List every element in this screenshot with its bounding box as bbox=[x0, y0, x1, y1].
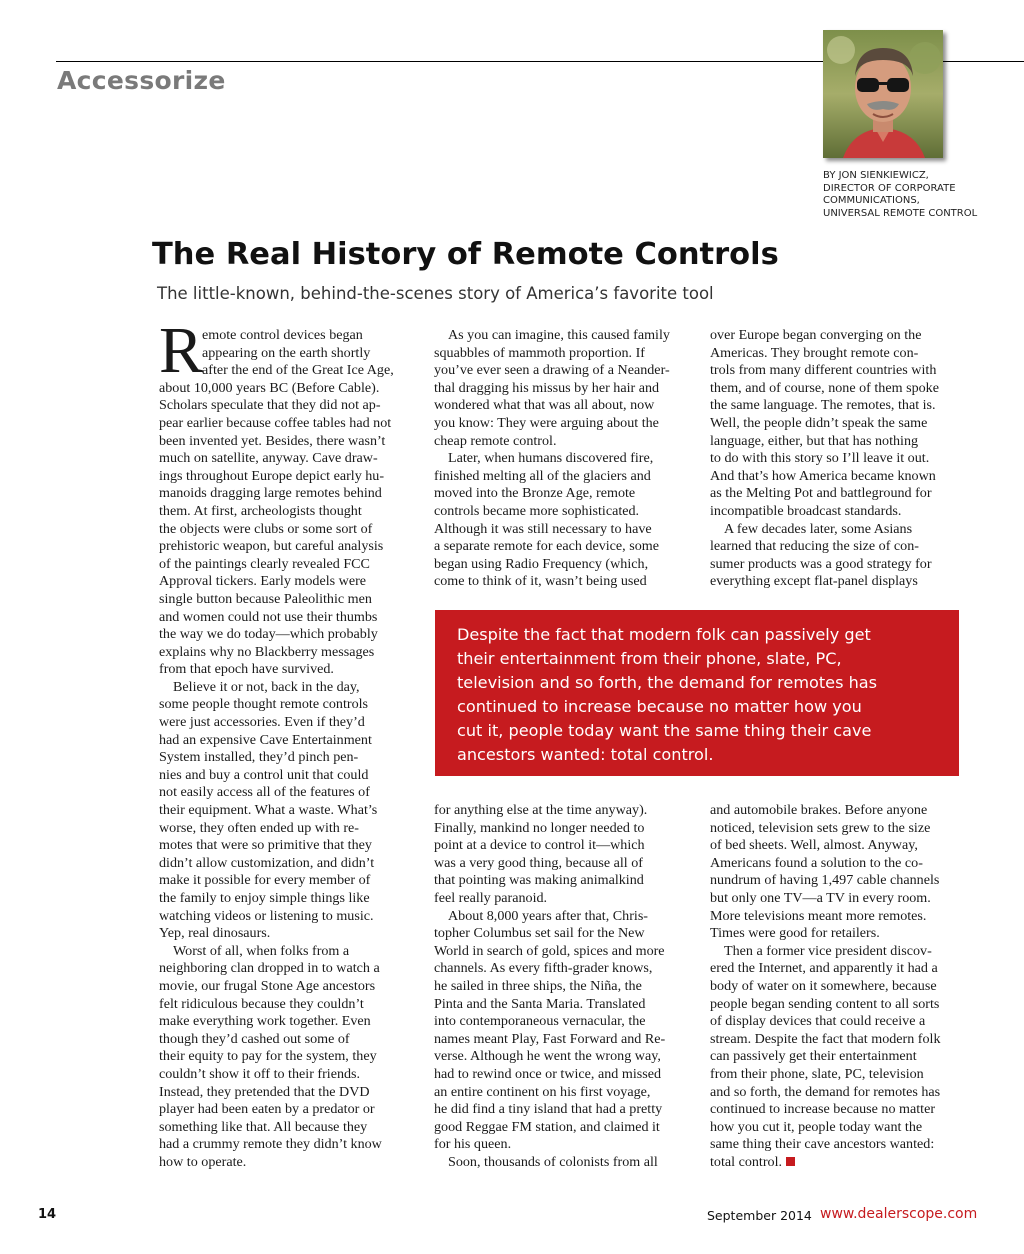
text-line: feel really paranoid. bbox=[434, 889, 548, 906]
text-line: can passively get their entertainment bbox=[710, 1048, 917, 1065]
text-line: And that’s how America became known bbox=[710, 467, 936, 484]
article-headline: The Real History of Remote Controls bbox=[152, 237, 779, 272]
byline-line: DIRECTOR OF CORPORATE bbox=[823, 182, 956, 194]
text-line: cheap remote control. bbox=[434, 432, 557, 449]
pull-quote-box bbox=[435, 610, 959, 776]
text-line: of the paintings clearly revealed FCC bbox=[159, 555, 370, 572]
text-line: them. At first, archeologists thought bbox=[159, 502, 362, 519]
text-line: television and so forth, the demand for remotes has bbox=[457, 673, 878, 692]
text-line: Americas. They brought remote con- bbox=[710, 344, 919, 361]
text-line: continued to increase because no matter how you bbox=[457, 697, 862, 716]
text-line: motes that were so primitive that they bbox=[159, 837, 372, 854]
text-line: A few decades later, some Asians bbox=[724, 520, 913, 537]
text-line: and women could not use their thumbs bbox=[159, 608, 378, 625]
text-line: you’ve ever seen a drawing of a Neander- bbox=[434, 362, 670, 379]
text-line: people began sending content to all sorts bbox=[710, 995, 940, 1012]
text-line: Later, when humans discovered fire, bbox=[448, 450, 654, 467]
text-line: from that epoch have survived. bbox=[159, 661, 334, 678]
text-line: the objects were clubs or some sort of bbox=[159, 520, 373, 537]
text-line: been invented yet. Besides, there wasn’t bbox=[159, 432, 386, 449]
text-line: Although it was still necessary to have bbox=[434, 520, 652, 537]
text-line: ings throughout Europe depict early hu- bbox=[159, 467, 385, 484]
text-line: ancestors wanted: total control. bbox=[457, 745, 714, 764]
text-line: Then a former vice president discov- bbox=[724, 942, 932, 959]
text-line: from their phone, slate, PC, television bbox=[710, 1065, 924, 1082]
text-line: worse, they often ended up with re- bbox=[159, 819, 359, 836]
text-line: names meant Play, Fast Forward and Re- bbox=[434, 1030, 666, 1047]
text-line: everything except flat-panel displays bbox=[710, 573, 918, 590]
text-line: body of water on it somewhere, because bbox=[710, 977, 937, 994]
text-line: pear earlier because coffee tables had not bbox=[159, 414, 392, 431]
text-line: More televisions meant more remotes. bbox=[710, 907, 927, 924]
text-line: Americans found a solution to the co- bbox=[710, 854, 923, 871]
text-line: and so forth, the demand for remotes has bbox=[710, 1083, 941, 1100]
author-photo bbox=[823, 30, 943, 158]
text-line: as the Melting Pot and battleground for bbox=[710, 485, 932, 502]
text-line: Yep, real dinosaurs. bbox=[159, 925, 271, 942]
text-line: about 10,000 years BC (Before Cable). bbox=[159, 379, 380, 396]
text-line: Worst of all, when folks from a bbox=[173, 942, 350, 959]
text-line: good Reggae FM station, and claimed it bbox=[434, 1118, 660, 1135]
text-line: single button because Paleolithic men bbox=[159, 590, 372, 607]
text-line: moved into the Bronze Age, remote bbox=[434, 485, 636, 502]
text-line: Times were good for retailers. bbox=[710, 925, 880, 942]
text-line: how to operate. bbox=[159, 1153, 247, 1170]
end-of-article-mark bbox=[786, 1157, 795, 1166]
column-3-top bbox=[710, 327, 965, 591]
column-3-bottom bbox=[710, 802, 970, 1171]
text-line: wondered what that was all about, now bbox=[434, 397, 655, 414]
text-line: felt ridiculous because they couldn’t bbox=[159, 995, 364, 1012]
text-line: how you cut it, people today want the bbox=[710, 1118, 923, 1135]
text-line: he did find a tiny island that had a pretty bbox=[434, 1101, 663, 1118]
text-line: ered the Internet, and apparently it had a bbox=[710, 960, 938, 977]
text-line: Despite the fact that modern folk can passively get bbox=[457, 625, 871, 644]
drop-cap: R bbox=[159, 314, 204, 387]
text-line: Instead, they pretended that the DVD bbox=[159, 1083, 370, 1100]
text-line: of bed sheets. Well, almost. Anyway, bbox=[710, 837, 918, 854]
text-line: to do with this story so I’ll leave it out. bbox=[710, 450, 930, 467]
text-line: over Europe began converging on the bbox=[710, 327, 922, 343]
text-line: Well, the people didn’t speak the same bbox=[710, 414, 928, 431]
page-number: 14 bbox=[38, 1207, 57, 1222]
text-line: Approval tickers. Early models were bbox=[159, 573, 367, 590]
section-label: Accessorize bbox=[57, 66, 226, 95]
text-line: something like that. All because they bbox=[159, 1118, 368, 1135]
text-line: but only one TV—a TV in every room. bbox=[710, 889, 931, 906]
text-line: of display devices that could receive a bbox=[710, 1013, 926, 1030]
text-line: the way we do today—which probably bbox=[159, 626, 378, 643]
text-line: point at a device to control it—which bbox=[434, 837, 645, 854]
text-line: couldn’t show it off to their friends. bbox=[159, 1065, 361, 1082]
text-line: squabbles of mammoth proportion. If bbox=[434, 344, 645, 361]
column-2-bottom bbox=[434, 802, 689, 1171]
text-line: continued to increase because no matter bbox=[710, 1101, 936, 1118]
byline bbox=[823, 170, 1023, 220]
text-line: channels. As every fifth-grader knows, bbox=[434, 960, 653, 977]
text-line: appearing on the earth shortly bbox=[202, 344, 371, 361]
text-line: total control. bbox=[710, 1154, 970, 1172]
text-line: language, either, but that has nothing bbox=[710, 432, 919, 449]
text-line: nies and buy a control unit that could bbox=[159, 766, 369, 783]
text-line: emote control devices began bbox=[202, 327, 363, 343]
text-line: noticed, television sets grew to the size bbox=[710, 819, 931, 836]
website-link[interactable]: www.dealerscope.com bbox=[820, 1206, 978, 1222]
text-line: World in search of gold, spices and more bbox=[434, 942, 665, 959]
text-line: had an expensive Cave Entertainment bbox=[159, 731, 372, 748]
text-line: were just accessories. Even if they’d bbox=[159, 714, 365, 731]
text-line: topher Columbus set sail for the New bbox=[434, 925, 645, 942]
text-line: and automobile brakes. Before anyone bbox=[710, 802, 928, 818]
text-line: controls became more sophisticated. bbox=[434, 502, 640, 519]
text-line: Finally, mankind no longer needed to bbox=[434, 819, 645, 836]
text-line: nundrum of having 1,497 cable channels bbox=[710, 872, 940, 889]
text-line: thal dragging his missus by her hair and bbox=[434, 379, 660, 396]
text-line: System installed, they’d pinch pen- bbox=[159, 749, 359, 766]
text-line: some people thought remote controls bbox=[159, 696, 369, 713]
text-line: incompatible broadcast standards. bbox=[710, 502, 902, 519]
text-line: their equity to pay for the system, they bbox=[159, 1048, 377, 1065]
byline-line: BY JON SIENKIEWICZ, bbox=[823, 170, 929, 181]
text-line: began using Radio Frequency (which, bbox=[434, 555, 649, 572]
text-line: after the end of the Great Ice Age, bbox=[202, 362, 394, 379]
text-line: movie, our frugal Stone Age ancestors bbox=[159, 977, 376, 994]
text-line: their entertainment from their phone, slate, PC, bbox=[457, 649, 842, 668]
text-line: make it possible for every member of bbox=[159, 872, 371, 889]
text-line: for anything else at the time anyway). bbox=[434, 802, 648, 818]
text-line: learned that reducing the size of con- bbox=[710, 538, 919, 555]
text-line: had a crummy remote they didn’t know bbox=[159, 1136, 382, 1153]
text-line: an entire continent on his first voyage, bbox=[434, 1083, 651, 1100]
text-line: neighboring clan dropped in to watch a bbox=[159, 960, 380, 977]
text-line: for his queen. bbox=[434, 1136, 512, 1153]
text-line: was a very good thing, because all of bbox=[434, 854, 643, 871]
text-line: you know: They were arguing about the bbox=[434, 414, 659, 431]
text-line: had to rewind once or twice, and missed bbox=[434, 1065, 662, 1082]
text-line: their equipment. What a waste. What’s bbox=[159, 802, 378, 819]
article-subhead: The little-known, behind-the-scenes story of America’s favorite tool bbox=[157, 284, 714, 303]
text-line: make everything work together. Even bbox=[159, 1013, 371, 1030]
text-line: Pinta and the Santa Maria. Translated bbox=[434, 995, 646, 1012]
text-line: About 8,000 years after that, Chris- bbox=[448, 907, 649, 924]
text-line: he sailed in three ships, the Niña, the bbox=[434, 977, 642, 994]
text-line: the same language. The remotes, that is. bbox=[710, 397, 936, 414]
text-line: sumer products was a good strategy for bbox=[710, 555, 932, 572]
text-line: Believe it or not, back in the day, bbox=[173, 678, 360, 695]
text-line: a separate remote for each device, some bbox=[434, 538, 659, 555]
issue-date: September 2014 bbox=[707, 1208, 812, 1223]
text-line: much on satellite, anyway. Cave draw- bbox=[159, 450, 378, 467]
text-line: them, and of course, none of them spoke bbox=[710, 379, 939, 396]
text-line: though they’d cashed out some of bbox=[159, 1030, 350, 1047]
text-line: into contemporaneous vernacular, the bbox=[434, 1013, 646, 1030]
text-line: the family to enjoy simple things like bbox=[159, 890, 370, 906]
text-line: come to think of it, wasn’t being used bbox=[434, 573, 647, 590]
text-line: trols from many different countries with bbox=[710, 362, 937, 379]
text-line: Scholars speculate that they did not ap- bbox=[159, 397, 381, 414]
text-line: not easily access all of the features of bbox=[159, 784, 370, 801]
text-line: verse. Although he went the wrong way, bbox=[434, 1048, 661, 1065]
text-line: As you can imagine, this caused family bbox=[448, 327, 670, 343]
text-line: player had been eaten by a predator or bbox=[159, 1101, 375, 1118]
text-line: didn’t allow customization, and didn’t bbox=[159, 854, 375, 871]
pull-quote-text bbox=[457, 623, 877, 767]
text-line: that pointing was making animalkind bbox=[434, 872, 644, 889]
byline-line: COMMUNICATIONS, bbox=[823, 195, 920, 207]
column-2-top bbox=[434, 327, 689, 591]
text-line: cut it, people today want the same thing their cave bbox=[457, 721, 872, 740]
text-line: prehistoric weapon, but careful analysis bbox=[159, 538, 384, 555]
text-line: same thing their cave ancestors wanted: bbox=[710, 1136, 935, 1153]
text-line: watching videos or listening to music. bbox=[159, 907, 374, 924]
text-line: finished melting all of the glaciers and bbox=[434, 467, 651, 484]
byline-line: UNIVERSAL REMOTE CONTROL bbox=[823, 207, 978, 219]
text-line: Soon, thousands of colonists from all bbox=[448, 1153, 658, 1170]
text-line: manoids dragging large remotes behind bbox=[159, 485, 382, 502]
text-line: stream. Despite the fact that modern folk bbox=[710, 1030, 941, 1047]
text-line: explains why no Blackberry messages bbox=[159, 643, 375, 660]
column-1 bbox=[159, 327, 411, 1172]
